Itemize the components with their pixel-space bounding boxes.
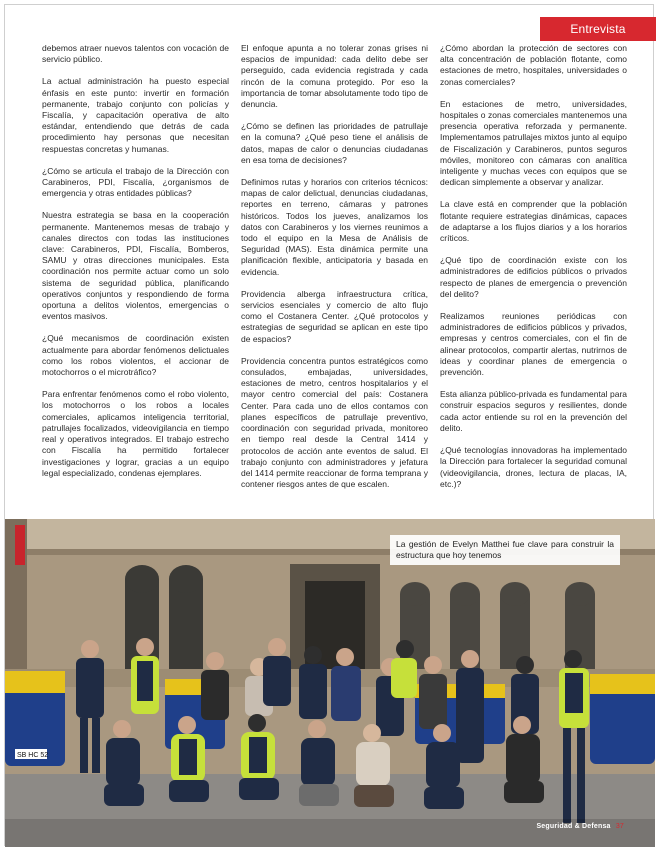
question: ¿Qué mecanismos de coordinación existen actualmente para abordar fenómenos delictuales como los robos violentos, el accionar de motochorros o el microtráfico? [42,333,229,378]
paragraph: debemos atraer nuevos talentos con vocación de servicio público. [42,43,229,65]
paragraph: Nuestra estrategia se basa en la cooperación permanente. Mantenemos mesas de trabajo y canales directos con todas las instituciones clave: Carabineros, PDI, Fiscalía, Bomberos, SAMU y otras direcciones municipales. Esta coordinación nos permite actuar como un solo sistema de seguridad pública, planificando operativos conjuntos y respondiendo de forma oportuna a delitos violentos, emergencias o eventos masivos. [42,210,229,322]
question: ¿Cómo se articula el trabajo de la Dirección con Carabineros, PDI, Fiscalía, ¿organismos de emergencia y otras entidades públicas? [42,165,229,199]
paragraph: Definimos rutas y horarios con criterios técnicos: mapas de calor delictual, denuncias ciudadanas, reportes en terreno, cámaras y patrones históricos. Todos los jueves, analizamos los datos con Carabineros y los viernes reunimos a todo el equipo en la Mesa de Análisis de Seguridad (MAS). Esta dinámica permite una planificación flexible, anticipatoria y basada en evidencia. [241,177,428,277]
paragraph: En estaciones de metro, universidades, hospitales o zonas comerciales mantenemos una presencia operativa reforzada y permanente. Implementamos patrullajes mixtos junto al equipo de Fiscalización y Carabineros, puntos seguros móviles, monitoreo con cámaras con analítica inteligente y muchas veces con equipos que se dedican simplemente a observar y analizar. [440,98,627,188]
question: ¿Cómo abordan la protección de sectores con alta concentración de población flotante, como estaciones de metro, hospitales, universidades o zonas comerciales? [440,43,627,87]
team-photo-illustration [5,519,655,847]
question: Providencia alberga infraestructura crítica, servicios esenciales y comercio de alto flujo como el Costanera Center. ¿Qué protocolos y estrategias de seguridad se aplican en este tipo de espacios? [241,288,428,344]
page-number: 37 [615,823,624,830]
paragraph: Para enfrentar fenómenos como el robo violento, los motochorros o los robos a locales comerciales, aplicamos inteligencia territorial, patrullajes focalizados, videovigilancia en tiempo real y operativos integrados. El trabajo estrecho con Fiscalía ha permitido fortalecer investigaciones y lograr, gracias a un equipo legal especializado, condenas ejemplares. [42,389,229,478]
paragraph: La clave está en comprender que la población flotante requiere estrategias dinámicas, capaces de adaptarse a los flujos diarios y a los horarios críticos. [440,199,627,244]
license-plate: SB HC 52 [17,752,49,759]
question: ¿Cómo se definen las prioridades de patrullaje en la comuna? ¿Qué peso tiene el análisis de datos, mapas de calor o denuncias ciudadanas en esa toma de decisiones? [241,121,428,165]
page-footer [536,823,624,830]
paragraph: Providencia concentra puntos estratégicos como consulados, embajadas, universidades, estaciones de metro, centros hospitalarios y el mayor centro comercial del país: Costanera Center. Para cada uno de ellos contamos con planes específicos de patrullaje preventivo, coordinación con seguridad privada, monitoreo en tiempo real desde la Central 1414 y protocolos de acción ante eventos de salud. El trabajo conjunto con administradores y jefatura del 1414 permite reaccionar de forma temprana y contener riesgos antes de que escalen. [241,355,428,490]
article-columns [42,43,628,513]
team-photo [5,519,655,847]
article-column-2 [241,43,428,513]
paragraph: Realizamos reuniones periódicas con administradores de edificios públicos y privados, empresas y centros comerciales, con el fin de alinear protocolos, compartir alertas, nutrirnos de ideas y coordinar planes de emergencia o prevención. [440,311,627,378]
question: ¿Qué tipo de coordinación existe con los administradores de edificios públicos o privados respecto de planes de emergencia o prevención del delito? [440,255,627,299]
paragraph: Esta alianza público-privada es fundamental para construir espacios seguros y resilientes, donde cada actor entiende su rol en la prevención del delito. [440,389,627,433]
question: ¿Qué tecnologías innovadoras ha implementado la Dirección para fortalecer la seguridad comunal (videovigilancia, drones, lectura de placas, IA, etc.)? [440,445,627,489]
magazine-name: Seguridad & Defensa [536,823,611,830]
flag [15,525,25,565]
article-column-1 [42,43,229,513]
photo-caption: La gestión de Evelyn Matthei fue clave para construir la estructura que hoy tenemos [390,535,620,565]
patrol-vehicle-left [5,671,65,766]
paragraph: La actual administración ha puesto especial énfasis en este punto: invertir en formación permanente, trabajo conjunto con policías y Fiscalía, y capacitación operativa de alto estándar, entendiendo que detrás de cada procedimiento hay personas que necesitan respuestas concretas y humanas. [42,76,229,154]
patrol-vehicle-right [590,674,655,764]
paragraph: El enfoque apunta a no tolerar zonas grises ni espacios de impunidad: cada delito debe ser perseguido, cada evidencia registrada y cada rincón de la comuna protegido. Por eso la importancia de tomar absolutamente todo tipo de denuncia. [241,43,428,110]
article-column-3 [440,43,627,513]
section-label: Entrevista [540,17,656,41]
